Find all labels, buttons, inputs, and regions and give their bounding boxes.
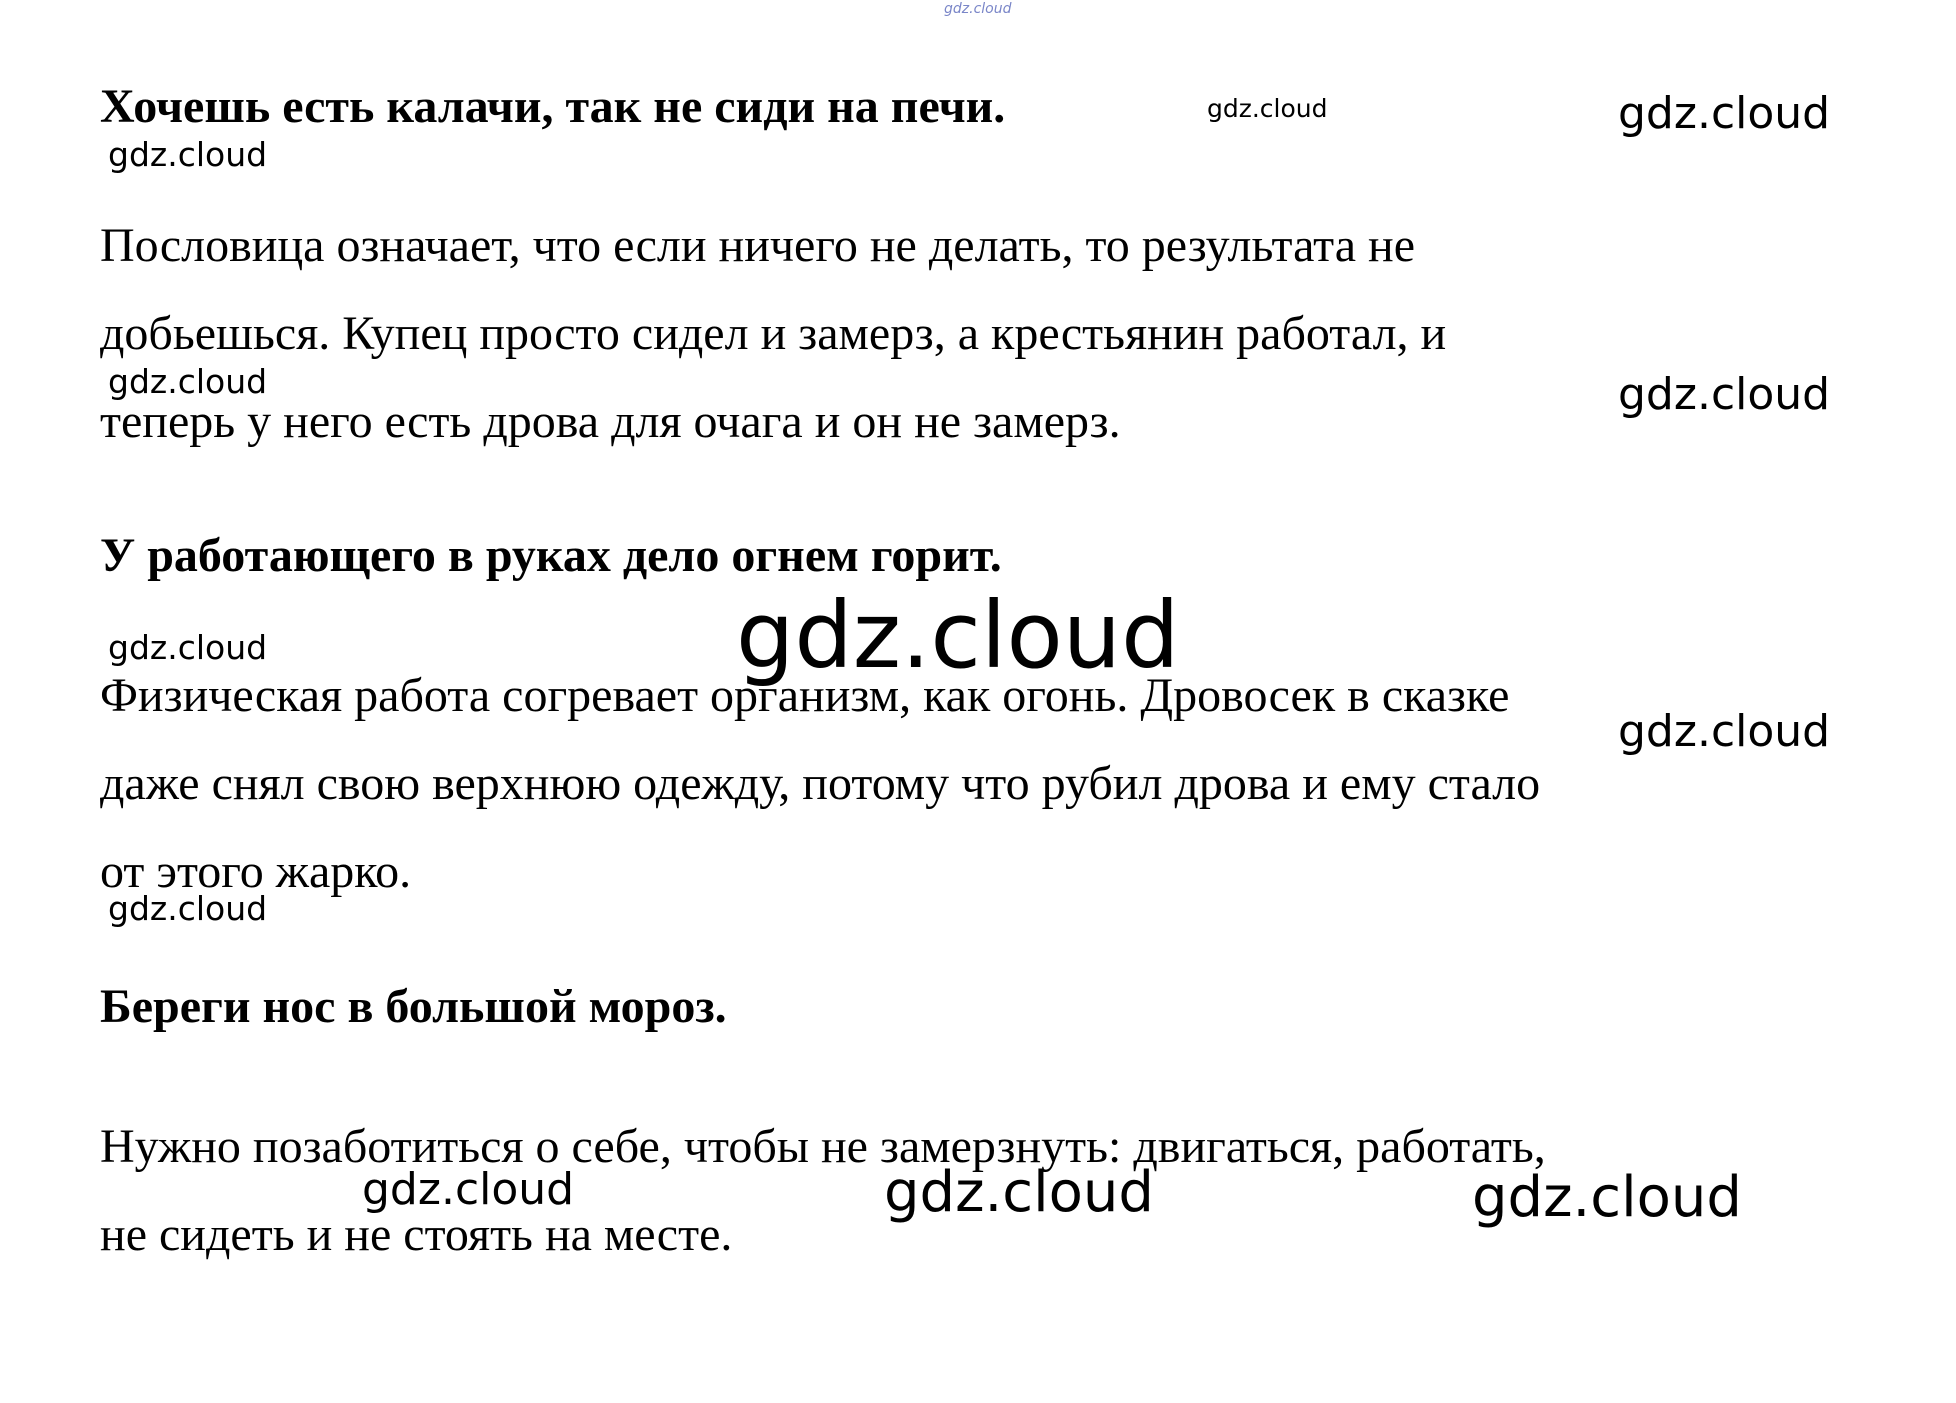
watermark: gdz.cloud: [1618, 369, 1831, 420]
paragraph-line: Нужно позаботиться о себе, чтобы не замерзнуть: двигаться, работать,: [100, 1120, 1546, 1173]
paragraph-line: даже снял свою верхнюю одежду, потому что рубил дрова и ему стало: [100, 757, 1541, 810]
watermark: gdz.cloud: [1207, 94, 1328, 123]
paragraph-line: не сидеть и не стоять на месте.: [100, 1208, 733, 1261]
watermark: gdz.cloud: [944, 1, 1012, 17]
watermark: gdz.cloud: [1618, 88, 1831, 139]
watermark: gdz.cloud: [736, 582, 1180, 689]
paragraph-line: Пословица означает, что если ничего не делать, то результата не: [100, 219, 1416, 272]
watermark: gdz.cloud: [108, 135, 268, 174]
watermark: gdz.cloud: [108, 889, 268, 928]
watermark: gdz.cloud: [108, 362, 268, 401]
watermark: gdz.cloud: [1472, 1165, 1742, 1230]
watermark: gdz.cloud: [362, 1164, 575, 1215]
paragraph-line: теперь у него есть дрова для очага и он не замерз.: [100, 395, 1121, 448]
proverb-title-1: Хочешь есть калачи, так не сиди на печи.: [100, 80, 1006, 133]
proverb-title-2: У работающего в руках дело огнем горит.: [100, 529, 1002, 582]
proverb-title-3: Береги нос в большой мороз.: [100, 980, 727, 1033]
paragraph-line: от этого жарко.: [100, 845, 412, 898]
watermark: gdz.cloud: [1618, 706, 1831, 757]
paragraph-line: Физическая работа согревает организм, как огонь. Дровосек в сказке: [100, 669, 1510, 722]
watermark: gdz.cloud: [108, 628, 268, 667]
paragraph-line: добьешься. Купец просто сидел и замерз, а крестьянин работал, и: [100, 307, 1447, 360]
watermark: gdz.cloud: [884, 1160, 1154, 1225]
